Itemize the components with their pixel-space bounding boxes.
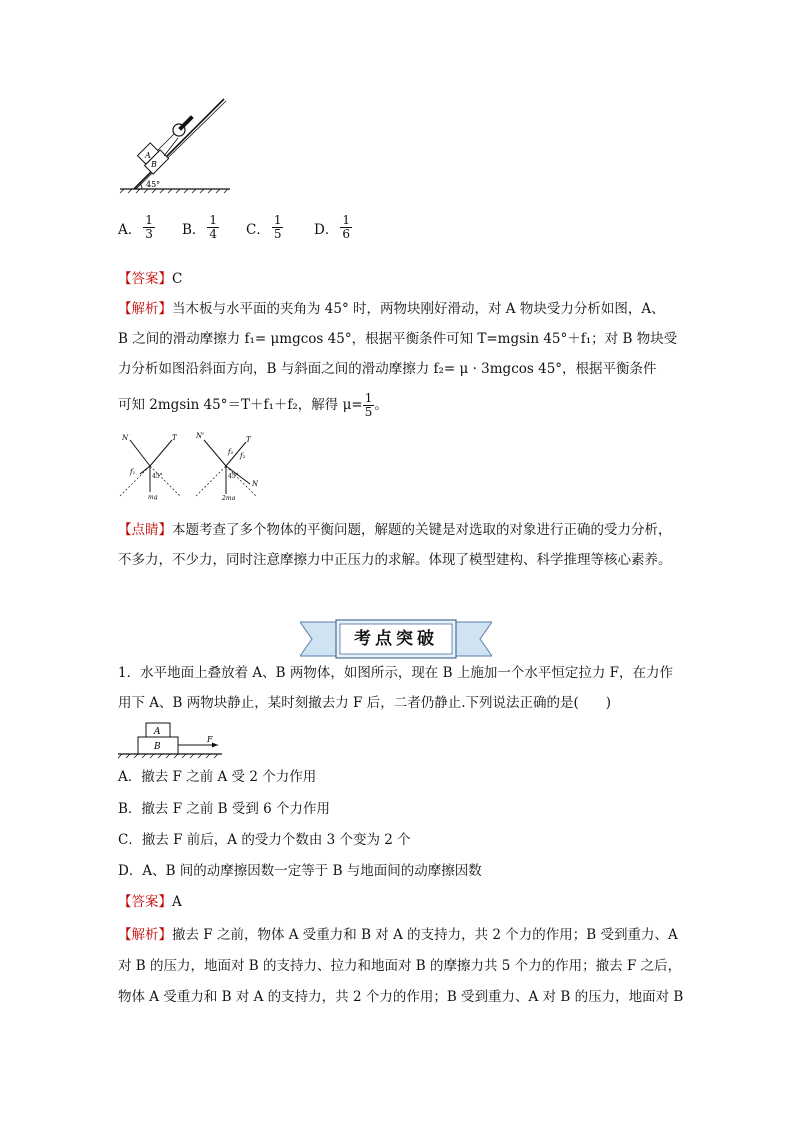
question-2-line-1: 1．水平地面上叠放着 A、B 两物体，如图所示，现在 B 上施加一个水平恒定拉力 F，在力作: [118, 665, 674, 681]
svg-text:f₂: f₂: [240, 452, 246, 460]
svg-text:2mg: 2mg: [222, 495, 236, 500]
svg-text:mg: mg: [148, 494, 158, 500]
analysis-2-line-1: 【解析】撤去 F 之前，物体 A 受重力和 B 对 A 的支持力，共 2 个力的作用；B 受到重力、A: [118, 927, 678, 943]
svg-text:A: A: [154, 727, 161, 737]
analysis-2-line-2: 对 B 的压力，地面对 B 的支持力、拉力和地面对 B 的摩擦力共 5 个力的作用；撤去 F 之后，: [118, 958, 682, 974]
svg-text:f₁: f₁: [130, 468, 136, 476]
banner-title: 考点突破: [354, 629, 438, 649]
option-d[interactable]: D． $\frac{1}{6}$: [314, 213, 350, 241]
option-b[interactable]: B． $\frac{1}{4}$: [182, 213, 218, 241]
svg-text:T: T: [246, 436, 251, 444]
review-line-2: 不多力，不少力，同时注意摩擦力中正压力的求解。体现了模型建构、科学推理等核心素养。: [118, 552, 672, 568]
svg-text:F: F: [207, 735, 213, 744]
analysis-1-line-4: 可知 2mgsin 45°＝T＋f₁＋f₂，解得 μ= $\frac{1}{5}$ 。: [118, 391, 388, 419]
question-2-line-2: 用下 A、B 两物块静止，某时刻撤去力 F 后，二者仍静止.下列说法正确的是( ): [118, 695, 612, 711]
option-a[interactable]: A． $\frac{1}{3}$: [118, 213, 153, 241]
answer-2: 【答案】A: [118, 894, 182, 910]
svg-text:T: T: [172, 434, 177, 442]
block-b-label: B: [151, 160, 157, 169]
option-2d[interactable]: D．A、B 间的动摩擦因数一定等于 B 与地面间的动摩擦因数: [118, 863, 482, 879]
option-2a[interactable]: A．撤去 F 之前 A 受 2 个力作用: [118, 769, 317, 785]
analysis-1-line-2: B 之间的滑动摩擦力 f₁= μmgcos 45°，根据平衡条件可知 T=mgsin 45°＋f₁；对 B 物块受: [118, 331, 678, 347]
svg-text:N: N: [252, 480, 259, 488]
svg-text:45°: 45°: [228, 473, 239, 480]
analysis-2-line-3: 物体 A 受重力和 B 对 A 的支持力，共 2 个力的作用；B 受到重力、A 对 B 的压力，地面对 B: [118, 989, 684, 1005]
answer-1: 【答案】C: [118, 271, 183, 287]
svg-text:45°: 45°: [152, 473, 163, 480]
svg-text:N': N': [196, 432, 205, 440]
review-line-1: 【点睛】本题考查了多个物体的平衡问题，解题的关键是对选取的对象进行正确的受力分析，: [118, 522, 672, 538]
option-2c[interactable]: C．撤去 F 前后，A 的受力个数由 3 个变为 2 个: [118, 832, 411, 848]
svg-text:f₁: f₁: [228, 448, 234, 456]
force-diagram: [118, 428, 278, 500]
analysis-1-line-3: 力分析如图沿斜面方向，B 与斜面之间的滑动摩擦力 f₂= μ · 3mgcos 45°，根据平衡条件: [118, 361, 657, 377]
incline-figure: [118, 92, 238, 196]
block-a-label: A: [145, 151, 151, 160]
analysis-1-line-1: 【解析】当木板与水平面的夹角为 45° 时，两物块刚好滑动，对 A 物块受力分析如图，A、: [118, 301, 665, 317]
svg-text:B: B: [154, 742, 161, 752]
stacked-blocks-figure: [118, 720, 224, 760]
option-2b[interactable]: B．撤去 F 之前 B 受到 6 个力作用: [118, 801, 331, 817]
option-c[interactable]: C． $\frac{1}{5}$: [246, 213, 282, 241]
angle-label: 45°: [146, 180, 161, 189]
svg-text:N: N: [122, 434, 129, 442]
